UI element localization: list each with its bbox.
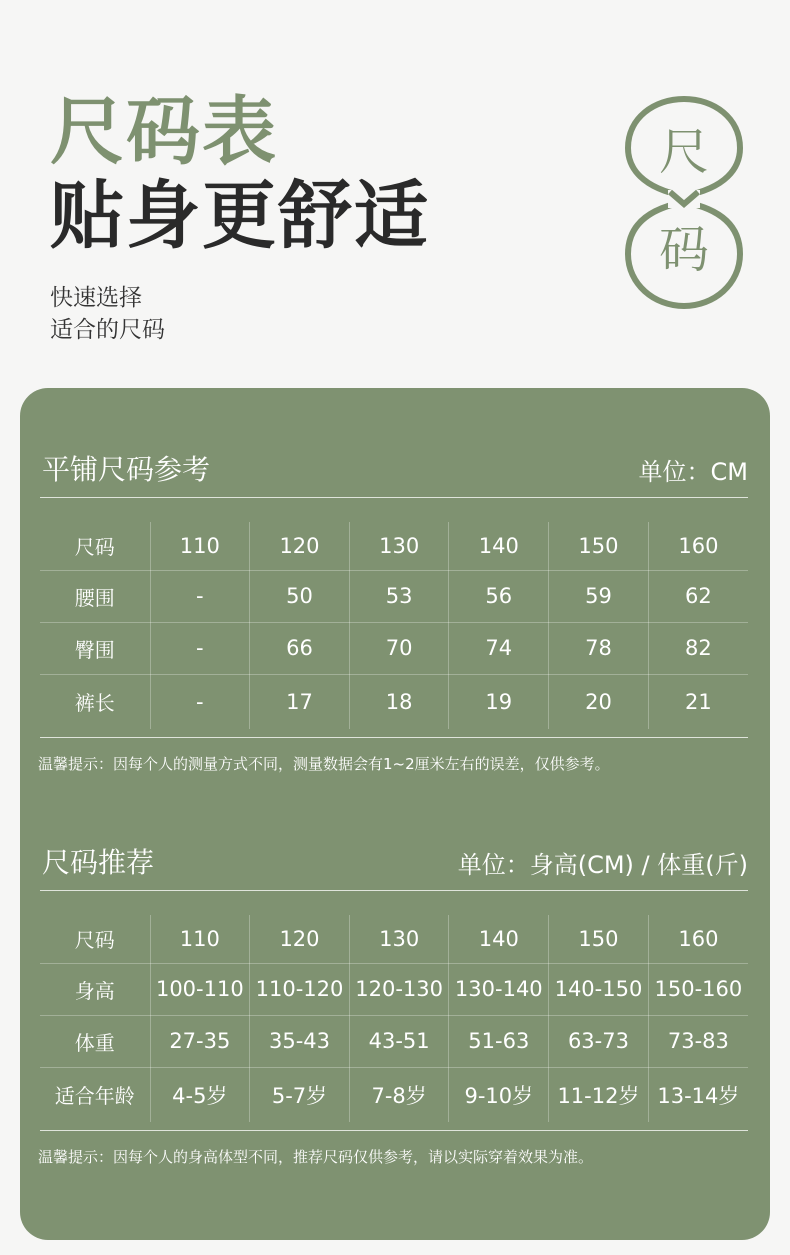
table-cell: 82 — [648, 622, 748, 674]
table-cell: 150 — [549, 915, 649, 963]
table-row — [40, 915, 748, 963]
table-cell: 4-5岁 — [150, 1067, 250, 1122]
table-cell: - — [150, 622, 250, 674]
table-cell: 73-83 — [648, 1015, 748, 1067]
table-cell: 9-10岁 — [449, 1067, 549, 1122]
table-cell: - — [150, 570, 250, 622]
table-cell: 70 — [349, 622, 449, 674]
table-cell: 20 — [549, 674, 649, 729]
recommend-note: 温馨提示：因每个人的身高体型不同，推荐尺码仅供参考，请以实际穿着效果为准。 — [38, 1148, 594, 1166]
page-title: 尺码表 — [50, 89, 278, 175]
row-label: 腰围 — [40, 570, 150, 622]
flat-size-title: 平铺尺码参考 — [42, 453, 211, 486]
flat-size-unit: 单位：CM — [638, 458, 748, 486]
table-cell: 51-63 — [449, 1015, 549, 1067]
table-row — [40, 522, 748, 570]
row-label: 身高 — [40, 963, 150, 1015]
table-cell: 120-130 — [349, 963, 449, 1015]
table-cell: 21 — [685, 689, 712, 714]
table-cell: 5-7岁 — [250, 1067, 350, 1122]
recommend-header — [40, 841, 748, 891]
table-cell: 7-8岁 — [349, 1067, 449, 1122]
table-cell: 19 — [449, 674, 549, 729]
table-cell: 53 — [349, 570, 449, 622]
table-cell: 11-12岁 — [549, 1067, 649, 1122]
table-cell: 110-120 — [250, 963, 350, 1015]
row-label: 适合年龄 — [40, 1067, 150, 1122]
table-cell: 74 — [449, 622, 549, 674]
page-subtitle: 贴身更舒适 — [50, 173, 430, 259]
table-cell: 66 — [250, 622, 350, 674]
intro-text — [50, 282, 165, 346]
table-cell: 18 — [349, 674, 449, 729]
table-cell: 160 — [648, 915, 748, 963]
table-cell: 140 — [449, 522, 549, 570]
table-cell: 35-43 — [250, 1015, 350, 1067]
table-cell: 140 — [449, 915, 549, 963]
intro-line-1: 快速选择 — [50, 285, 142, 311]
flat-size-note: 温馨提示：因每个人的测量方式不同，测量数据会有1~2厘米左右的误差，仅供参考。 — [38, 755, 610, 773]
flat-size-header — [40, 448, 748, 498]
table-cell: 63-73 — [549, 1015, 649, 1067]
table-row — [40, 674, 748, 729]
row-label: 体重 — [40, 1015, 150, 1067]
table-row — [40, 622, 748, 674]
table-cell: 160 — [648, 522, 748, 570]
table-cell: 110 — [150, 915, 250, 963]
row-label: 裤长 — [40, 674, 150, 729]
table-row — [40, 570, 748, 622]
table-row — [40, 1015, 748, 1067]
table-cell: 100-110 — [150, 963, 250, 1015]
table-cell: 13-14岁 — [657, 1083, 740, 1108]
table-cell: 59 — [549, 570, 649, 622]
badge-char-bottom: 码 — [659, 221, 709, 279]
table-cell: 62 — [648, 570, 748, 622]
recommend-title: 尺码推荐 — [42, 846, 155, 879]
flat-size-table — [40, 522, 748, 729]
flat-size-divider — [40, 737, 748, 738]
size-panel — [20, 388, 770, 1240]
row-label: 臀围 — [40, 622, 150, 674]
table-cell: 150-160 — [648, 963, 748, 1015]
table-cell: 130 — [349, 522, 449, 570]
table-row — [40, 963, 748, 1015]
table-cell: 140-150 — [549, 963, 649, 1015]
table-cell: 78 — [549, 622, 649, 674]
badge-char-top: 尺 — [659, 123, 709, 181]
table-cell: - — [150, 674, 250, 729]
table-cell: 150 — [549, 522, 649, 570]
table-cell: 120 — [250, 522, 350, 570]
table-cell: 27-35 — [150, 1015, 250, 1067]
table-cell: 130-140 — [449, 963, 549, 1015]
row-label: 尺码 — [40, 915, 150, 963]
recommend-unit: 单位：身高(CM) / 体重(斤) — [457, 851, 748, 879]
recommend-table — [40, 915, 748, 1122]
recommend-divider — [40, 1130, 748, 1131]
table-cell: 43-51 — [349, 1015, 449, 1067]
size-badge-logo — [624, 96, 744, 310]
table-cell: 50 — [250, 570, 350, 622]
table-cell: 120 — [250, 915, 350, 963]
table-row — [40, 1067, 748, 1122]
table-cell: 17 — [250, 674, 350, 729]
table-cell: 56 — [449, 570, 549, 622]
table-cell: 130 — [349, 915, 449, 963]
table-cell: 110 — [150, 522, 250, 570]
row-label: 尺码 — [40, 522, 150, 570]
intro-line-2: 适合的尺码 — [50, 317, 165, 343]
